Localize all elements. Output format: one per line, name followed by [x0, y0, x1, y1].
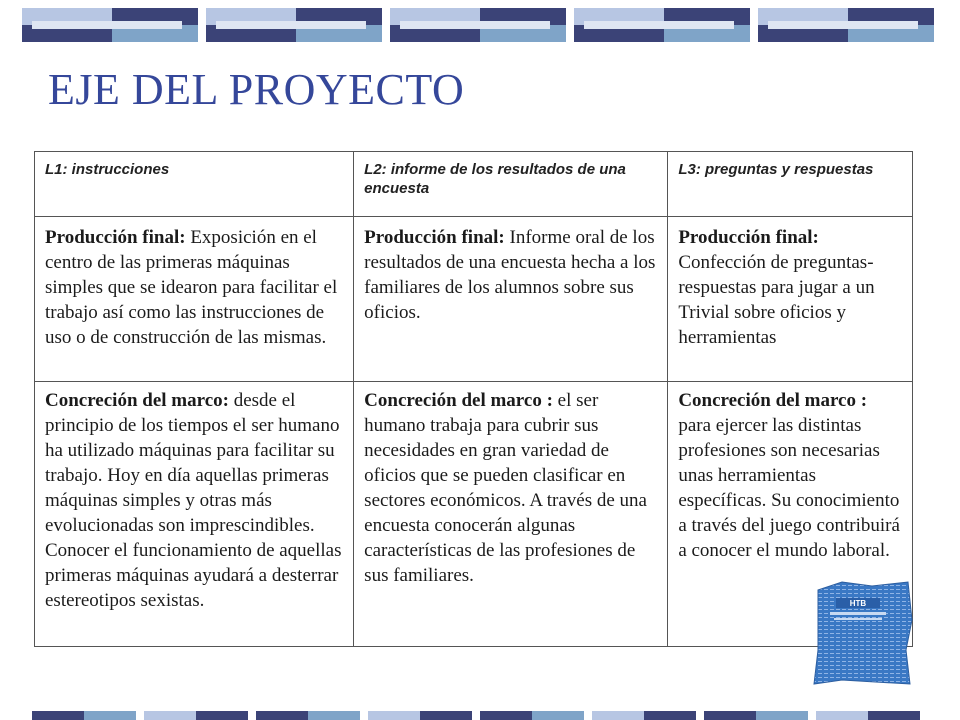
- cell-lead: Producción final:: [678, 227, 819, 248]
- cell-text: Exposición en el centro de las primeras máquinas simples que se idearon para facilitar el trabajo así como las instrucciones de uso o de construcción de las mismas.: [45, 227, 338, 348]
- cell-l3-produccion: [668, 217, 913, 382]
- cell-lead: Concreción del marco :: [678, 390, 868, 411]
- table-row-concrecion: [35, 382, 913, 647]
- cell-l1-concrecion: [35, 382, 354, 647]
- cell-text: Informe oral de los resultados de una encuesta hecha a los familiares de los alumnos sobre sus oficios.: [364, 227, 656, 323]
- cell-text: el ser humano trabaja para cubrir sus necesidades en gran variedad de oficios que se pueden clasificar en sectores económicos. A través de una encuesta conocerán algunas características de las profesiones de sus familiares.: [364, 390, 647, 586]
- header-l2: L2: informe de los resultados de una encuesta: [354, 152, 668, 217]
- deco-block: [390, 8, 566, 42]
- project-table: [34, 151, 913, 647]
- cell-text: Confección de preguntas-respuestas para jugar a un Trivial sobre oficios y herramientas: [678, 252, 875, 348]
- htb-book-cover-image: [812, 580, 914, 686]
- header-l3: L3: preguntas y respuestas: [668, 152, 913, 217]
- cell-lead: Producción final:: [45, 227, 186, 248]
- cell-l2-produccion: [354, 217, 668, 382]
- deco-block: [206, 8, 382, 42]
- deco-block: [22, 8, 198, 42]
- slide-title: EJE DEL PROYECTO: [48, 65, 465, 114]
- bottom-decoration-bar: [32, 711, 942, 720]
- deco-block: [758, 8, 934, 42]
- cell-lead: Producción final:: [364, 227, 505, 248]
- cell-text: para ejercer las distintas profesiones son necesarias unas herramientas específicas. Su conocimiento a través del juego contribuirá a conocer el mundo laboral.: [678, 415, 900, 561]
- cell-lead: Concreción del marco:: [45, 390, 229, 411]
- deco-block: [574, 8, 750, 42]
- cell-lead: Concreción del marco :: [364, 390, 553, 411]
- table-row-produccion: [35, 217, 913, 382]
- cell-l1-produccion: [35, 217, 354, 382]
- cover-label: HTB: [849, 599, 867, 608]
- table-header-row: [35, 152, 913, 217]
- header-l1: L1: instrucciones: [35, 152, 354, 217]
- cell-text: desde el principio de los tiempos el ser humano ha utilizado máquinas para facilitar su trabajo. Hoy en día aquellas primeras máquinas simples y otras más evolucionadas son imprescindibles. Conocer el funcionamiento de aquellas primeras máquinas ayudará a desterrar estereotipos sexistas.: [45, 390, 342, 611]
- cell-l2-concrecion: [354, 382, 668, 647]
- top-decoration-bar: [22, 8, 942, 44]
